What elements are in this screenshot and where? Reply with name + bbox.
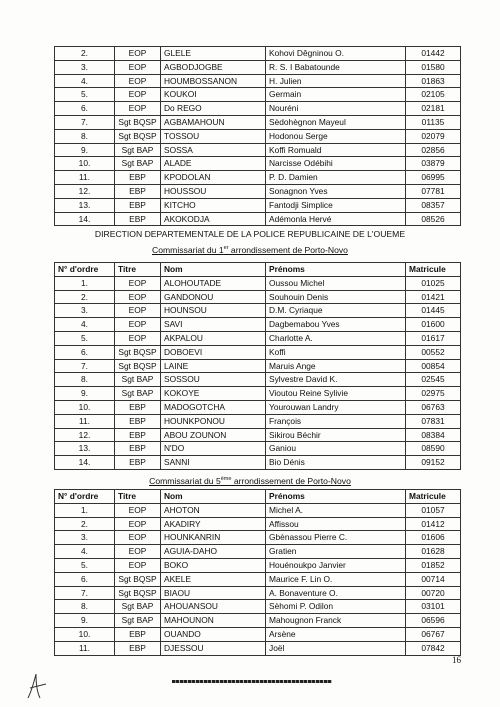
row-titre-cell: EOP — [115, 290, 161, 304]
row-nom-cell: SOSSA — [161, 143, 266, 157]
row-prenoms-cell: Maruis Ange — [266, 359, 406, 373]
row-matricule-cell: 01057 — [406, 503, 461, 517]
table-row — [55, 60, 461, 74]
table-header-row — [55, 263, 461, 277]
row-nom-cell: DJESSOU — [161, 641, 266, 655]
row-nom-cell: MAHOUNON — [161, 614, 266, 628]
row-matricule-cell: 06763 — [406, 400, 461, 414]
row-number-cell: 14. — [55, 212, 115, 226]
table-row — [55, 545, 461, 559]
roster-table-commissariat-1 — [54, 262, 461, 470]
row-prenoms-cell: Ganiou — [266, 442, 406, 456]
table-row — [55, 572, 461, 586]
table-row — [55, 627, 461, 641]
row-nom-cell: AKPALOU — [161, 331, 266, 345]
row-nom-cell: AKADIRY — [161, 517, 266, 531]
row-matricule-cell: 01617 — [406, 331, 461, 345]
row-matricule-cell: 02856 — [406, 143, 461, 157]
row-number-cell: 5. — [55, 558, 115, 572]
row-nom-cell: HOUSSOU — [161, 184, 266, 198]
row-titre-cell: Sgt BAP — [115, 614, 161, 628]
table-row — [55, 558, 461, 572]
row-prenoms-cell: Dagbemabou Yves — [266, 318, 406, 332]
row-nom-cell: TOSSOU — [161, 129, 266, 143]
row-nom-cell: AGBODJOGBE — [161, 60, 266, 74]
table-row — [55, 143, 461, 157]
row-matricule-cell: 01600 — [406, 318, 461, 332]
table-row — [55, 442, 461, 456]
row-nom-cell: LAINE — [161, 359, 266, 373]
row-prenoms-cell: Sonagnon Yves — [266, 184, 406, 198]
row-prenoms-cell: A. Bonaventure O. — [266, 586, 406, 600]
row-number-cell: 11. — [55, 414, 115, 428]
row-nom-cell: ALADE — [161, 157, 266, 171]
table-row — [55, 276, 461, 290]
row-nom-cell: SANNI — [161, 456, 266, 470]
header-titre: Titre — [115, 263, 161, 277]
row-matricule-cell: 01442 — [406, 47, 461, 61]
row-number-cell: 8. — [55, 129, 115, 143]
table-row — [55, 387, 461, 401]
row-number-cell: 4. — [55, 74, 115, 88]
commissariat-5-heading: Commissariat du 5ème arrondissement de Porto-Novo — [149, 476, 351, 486]
row-prenoms-cell: Sèhomi P. Odilon — [266, 600, 406, 614]
row-nom-cell: MADOGOTCHA — [161, 400, 266, 414]
row-titre-cell: EBP — [115, 428, 161, 442]
row-nom-cell: Do REGO — [161, 102, 266, 116]
row-titre-cell: Sgt BAP — [115, 387, 161, 401]
row-number-cell: 8. — [55, 373, 115, 387]
row-number-cell: 3. — [55, 304, 115, 318]
row-nom-cell: OUANDO — [161, 627, 266, 641]
row-nom-cell: AKELE — [161, 572, 266, 586]
row-titre-cell: EOP — [115, 276, 161, 290]
row-nom-cell: KPODOLAN — [161, 171, 266, 185]
table-header-row — [55, 490, 461, 504]
initials-mark — [24, 670, 52, 700]
row-prenoms-cell: Arsène — [266, 627, 406, 641]
row-number-cell: 1. — [55, 503, 115, 517]
row-prenoms-cell: Bio Dénis — [266, 456, 406, 470]
table-row — [55, 517, 461, 531]
header-prenoms: Prénoms — [266, 263, 406, 277]
row-titre-cell: EOP — [115, 318, 161, 332]
row-titre-cell: EOP — [115, 47, 161, 61]
row-nom-cell: HOUNKANRIN — [161, 531, 266, 545]
row-nom-cell: BOKO — [161, 558, 266, 572]
row-matricule-cell: 02545 — [406, 373, 461, 387]
row-prenoms-cell: Maurice F. Lin O. — [266, 572, 406, 586]
row-titre-cell: EOP — [115, 503, 161, 517]
row-titre-cell: EBP — [115, 212, 161, 226]
row-nom-cell: KOUKOI — [161, 88, 266, 102]
row-matricule-cell: 01628 — [406, 545, 461, 559]
row-nom-cell: AHOTON — [161, 503, 266, 517]
row-titre-cell: EOP — [115, 531, 161, 545]
row-nom-cell: KOKOYE — [161, 387, 266, 401]
row-prenoms-cell: Charlotte A. — [266, 331, 406, 345]
row-matricule-cell: 00854 — [406, 359, 461, 373]
row-number-cell: 7. — [55, 359, 115, 373]
row-matricule-cell: 01025 — [406, 276, 461, 290]
row-prenoms-cell: Narcisse Odébihi — [266, 157, 406, 171]
row-number-cell: 11. — [55, 641, 115, 655]
table-row — [55, 345, 461, 359]
row-titre-cell: EOP — [115, 74, 161, 88]
row-nom-cell: DOBOEVI — [161, 345, 266, 359]
table-row — [55, 184, 461, 198]
row-prenoms-cell: Mahougnon Franck — [266, 614, 406, 628]
row-matricule-cell: 08357 — [406, 198, 461, 212]
table-row — [55, 428, 461, 442]
row-nom-cell: HOUNKPONOU — [161, 414, 266, 428]
row-titre-cell: Sgt BAP — [115, 143, 161, 157]
row-number-cell: 7. — [55, 115, 115, 129]
row-number-cell: 12. — [55, 428, 115, 442]
row-prenoms-cell: Nouréni — [266, 102, 406, 116]
row-prenoms-cell: H. Julien — [266, 74, 406, 88]
row-prenoms-cell: Houénoukpo Janvier — [266, 558, 406, 572]
row-titre-cell: EBP — [115, 442, 161, 456]
row-matricule-cell: 07831 — [406, 414, 461, 428]
row-titre-cell: EOP — [115, 60, 161, 74]
table-row — [55, 531, 461, 545]
table-row — [55, 290, 461, 304]
row-number-cell: 10. — [55, 627, 115, 641]
row-matricule-cell: 02079 — [406, 129, 461, 143]
roster-table-continued — [54, 46, 461, 226]
row-titre-cell: Sgt BQSP — [115, 572, 161, 586]
row-titre-cell: EOP — [115, 331, 161, 345]
row-number-cell: 7. — [55, 586, 115, 600]
row-matricule-cell: 07781 — [406, 184, 461, 198]
row-number-cell: 13. — [55, 442, 115, 456]
row-number-cell: 4. — [55, 318, 115, 332]
row-prenoms-cell: Koffi — [266, 345, 406, 359]
row-matricule-cell: 01421 — [406, 290, 461, 304]
row-nom-cell: SAVI — [161, 318, 266, 332]
row-matricule-cell: 06767 — [406, 627, 461, 641]
row-matricule-cell: 01606 — [406, 531, 461, 545]
row-number-cell: 5. — [55, 88, 115, 102]
row-matricule-cell: 03101 — [406, 600, 461, 614]
row-titre-cell: EBP — [115, 641, 161, 655]
row-titre-cell: EBP — [115, 400, 161, 414]
header-num: N° d'ordre — [55, 490, 115, 504]
row-prenoms-cell: Oussou Michel — [266, 276, 406, 290]
row-nom-cell: AHOUANSOU — [161, 600, 266, 614]
row-titre-cell: EOP — [115, 517, 161, 531]
table-row — [55, 47, 461, 61]
row-nom-cell: GANDONOU — [161, 290, 266, 304]
row-titre-cell: EOP — [115, 102, 161, 116]
row-titre-cell: Sgt BQSP — [115, 115, 161, 129]
row-nom-cell: BIAOU — [161, 586, 266, 600]
row-number-cell: 2. — [55, 47, 115, 61]
row-matricule-cell: 06995 — [406, 171, 461, 185]
table-row — [55, 600, 461, 614]
row-nom-cell: KITCHO — [161, 198, 266, 212]
row-matricule-cell: 02181 — [406, 102, 461, 116]
table-row — [55, 641, 461, 655]
row-number-cell: 3. — [55, 531, 115, 545]
row-matricule-cell: 01445 — [406, 304, 461, 318]
row-prenoms-cell: Sèdohègnon Mayeul — [266, 115, 406, 129]
row-nom-cell: HOUNSOU — [161, 304, 266, 318]
row-prenoms-cell: Germain — [266, 88, 406, 102]
row-prenoms-cell: Michel A. — [266, 503, 406, 517]
table-row — [55, 74, 461, 88]
row-prenoms-cell: François — [266, 414, 406, 428]
row-prenoms-cell: Vioutou Reine Sylivie — [266, 387, 406, 401]
row-titre-cell: EBP — [115, 184, 161, 198]
row-matricule-cell: 00714 — [406, 572, 461, 586]
row-prenoms-cell: Adémonla Hervé — [266, 212, 406, 226]
direction-heading: DIRECTION DEPARTEMENTALE DE LA POLICE REPUBLICAINE DE L'OUEME — [94, 229, 406, 239]
row-number-cell: 3. — [55, 60, 115, 74]
header-matricule: Matricule — [406, 263, 461, 277]
row-matricule-cell: 01135 — [406, 115, 461, 129]
row-matricule-cell: 07842 — [406, 641, 461, 655]
row-number-cell: 10. — [55, 400, 115, 414]
header-prenoms: Prénoms — [266, 490, 406, 504]
row-nom-cell: ALOHOUTADE — [161, 276, 266, 290]
table-row — [55, 102, 461, 116]
table-row — [55, 414, 461, 428]
row-titre-cell: Sgt BAP — [115, 373, 161, 387]
table-row — [55, 456, 461, 470]
row-matricule-cell: 01863 — [406, 74, 461, 88]
row-prenoms-cell: Sikirou Béchir — [266, 428, 406, 442]
row-number-cell: 4. — [55, 545, 115, 559]
table-row — [55, 331, 461, 345]
table-row — [55, 129, 461, 143]
row-number-cell: 13. — [55, 198, 115, 212]
row-number-cell: 9. — [55, 614, 115, 628]
roster-table-commissariat-5 — [54, 489, 461, 656]
row-number-cell: 11. — [55, 171, 115, 185]
row-titre-cell: EOP — [115, 558, 161, 572]
commissariat-1-heading: Commissariat du 1er arrondissement de Porto-Novo — [152, 245, 348, 255]
row-titre-cell: EOP — [115, 88, 161, 102]
row-matricule-cell: 01852 — [406, 558, 461, 572]
header-matricule: Matricule — [406, 490, 461, 504]
table-row — [55, 614, 461, 628]
row-titre-cell: Sgt BAP — [115, 157, 161, 171]
footer-barcode-strip — [172, 680, 332, 683]
row-number-cell: 14. — [55, 456, 115, 470]
row-prenoms-cell: Kohovi Dêgninou O. — [266, 47, 406, 61]
table-row — [55, 212, 461, 226]
row-matricule-cell: 02975 — [406, 387, 461, 401]
table-row — [55, 359, 461, 373]
row-matricule-cell: 08590 — [406, 442, 461, 456]
row-prenoms-cell: P. D. Damien — [266, 171, 406, 185]
row-titre-cell: Sgt BQSP — [115, 359, 161, 373]
row-prenoms-cell: Affissou — [266, 517, 406, 531]
row-prenoms-cell: Joël — [266, 641, 406, 655]
row-nom-cell: HOUMBOSSANON — [161, 74, 266, 88]
row-nom-cell: AKOKODJA — [161, 212, 266, 226]
row-number-cell: 5. — [55, 331, 115, 345]
row-titre-cell: EOP — [115, 545, 161, 559]
row-number-cell: 8. — [55, 600, 115, 614]
row-matricule-cell: 01580 — [406, 60, 461, 74]
table-row — [55, 586, 461, 600]
table-row — [55, 318, 461, 332]
row-number-cell: 2. — [55, 517, 115, 531]
row-matricule-cell: 06596 — [406, 614, 461, 628]
row-nom-cell: ABOU ZOUNON — [161, 428, 266, 442]
row-prenoms-cell: D.M. Cyriaque — [266, 304, 406, 318]
row-titre-cell: Sgt BQSP — [115, 586, 161, 600]
table-row — [55, 373, 461, 387]
row-titre-cell: EBP — [115, 171, 161, 185]
page-number: 16 — [452, 655, 461, 665]
row-nom-cell: N'DO — [161, 442, 266, 456]
row-titre-cell: Sgt BQSP — [115, 345, 161, 359]
row-prenoms-cell: Souhouin Denis — [266, 290, 406, 304]
row-matricule-cell: 08526 — [406, 212, 461, 226]
row-number-cell: 2. — [55, 290, 115, 304]
header-nom: Nom — [161, 263, 266, 277]
row-prenoms-cell: Koffi Romuald — [266, 143, 406, 157]
row-matricule-cell: 03879 — [406, 157, 461, 171]
table-row — [55, 400, 461, 414]
row-matricule-cell: 08384 — [406, 428, 461, 442]
row-prenoms-cell: Fantodji Simplice — [266, 198, 406, 212]
row-prenoms-cell: Yourouwan Landry — [266, 400, 406, 414]
table-row — [55, 503, 461, 517]
row-matricule-cell: 00720 — [406, 586, 461, 600]
row-number-cell: 6. — [55, 102, 115, 116]
table-row — [55, 115, 461, 129]
row-number-cell: 12. — [55, 184, 115, 198]
row-titre-cell: EBP — [115, 414, 161, 428]
table-row — [55, 304, 461, 318]
row-titre-cell: Sgt BQSP — [115, 129, 161, 143]
header-titre: Titre — [115, 490, 161, 504]
row-prenoms-cell: Sylvestre David K. — [266, 373, 406, 387]
row-matricule-cell: 02105 — [406, 88, 461, 102]
row-number-cell: 1. — [55, 276, 115, 290]
row-titre-cell: EBP — [115, 198, 161, 212]
row-titre-cell: EBP — [115, 627, 161, 641]
header-num: N° d'ordre — [55, 263, 115, 277]
row-matricule-cell: 09152 — [406, 456, 461, 470]
row-nom-cell: GLELE — [161, 47, 266, 61]
row-titre-cell: Sgt BAP — [115, 600, 161, 614]
row-prenoms-cell: R. S. I Babatounde — [266, 60, 406, 74]
row-prenoms-cell: Hodonou Serge — [266, 129, 406, 143]
row-nom-cell: SOSSOU — [161, 373, 266, 387]
row-number-cell: 6. — [55, 345, 115, 359]
row-nom-cell: AGBAMAHOUN — [161, 115, 266, 129]
row-number-cell: 10. — [55, 157, 115, 171]
table-row — [55, 88, 461, 102]
row-number-cell: 9. — [55, 387, 115, 401]
table-row — [55, 157, 461, 171]
row-titre-cell: EBP — [115, 456, 161, 470]
header-nom: Nom — [161, 490, 266, 504]
row-matricule-cell: 01412 — [406, 517, 461, 531]
table-row — [55, 198, 461, 212]
row-prenoms-cell: Gratien — [266, 545, 406, 559]
row-number-cell: 9. — [55, 143, 115, 157]
table-row — [55, 171, 461, 185]
row-prenoms-cell: Gbènassou Pierre C. — [266, 531, 406, 545]
row-nom-cell: AGUIA-DAHO — [161, 545, 266, 559]
row-matricule-cell: 00552 — [406, 345, 461, 359]
row-number-cell: 6. — [55, 572, 115, 586]
row-titre-cell: EOP — [115, 304, 161, 318]
